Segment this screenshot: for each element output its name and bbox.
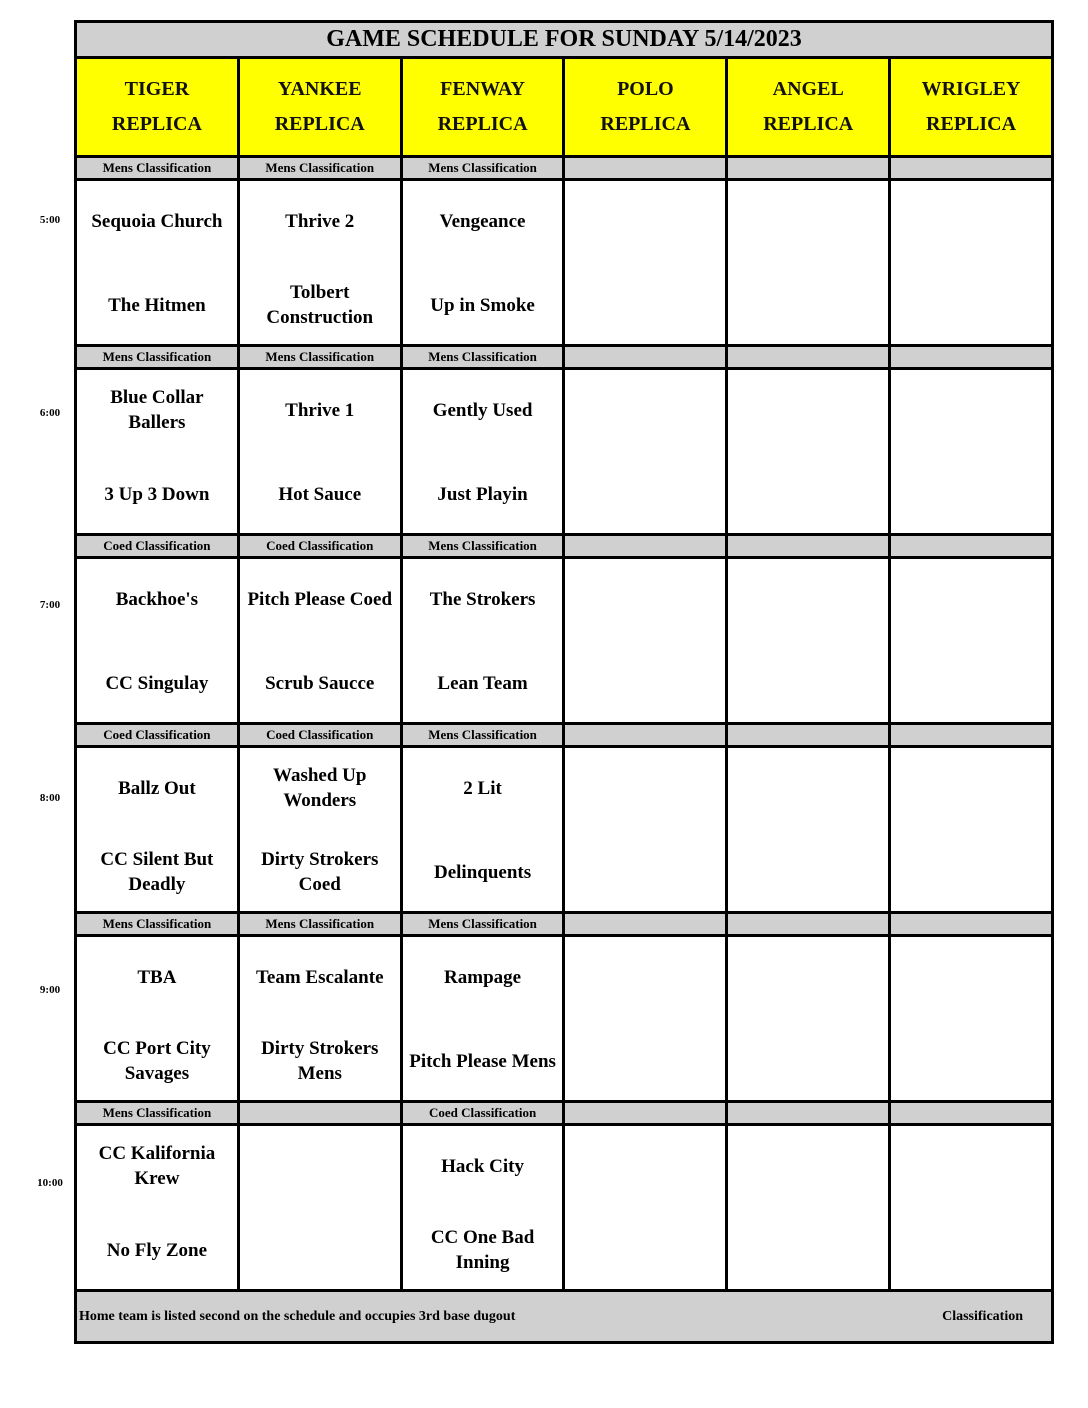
schedule-title: GAME SCHEDULE FOR SUNDAY 5/14/2023 bbox=[77, 23, 1051, 59]
classification-row bbox=[77, 725, 1051, 748]
home-team bbox=[565, 844, 725, 900]
away-team: TBA bbox=[137, 966, 177, 988]
game-cell bbox=[728, 937, 891, 1100]
away-team bbox=[565, 760, 725, 816]
home-team bbox=[728, 844, 888, 900]
game-row bbox=[77, 370, 1051, 536]
game-cell bbox=[891, 937, 1051, 1100]
away-team: Pitch Please Coed bbox=[247, 588, 393, 610]
field-header-row bbox=[77, 59, 1051, 158]
home-team: Up in Smoke bbox=[430, 294, 535, 316]
time-label: 9:00 bbox=[39, 984, 61, 996]
time-label: 8:00 bbox=[39, 791, 61, 804]
game-cell bbox=[728, 370, 891, 533]
away-team: Backhoe's bbox=[115, 588, 199, 610]
field-header bbox=[240, 59, 403, 155]
home-team: Just Playin bbox=[437, 483, 528, 505]
classification-cell bbox=[891, 725, 1051, 745]
classification-row bbox=[77, 347, 1051, 370]
away-team: Thrive 1 bbox=[285, 399, 355, 421]
away-team bbox=[728, 760, 888, 816]
home-team bbox=[891, 655, 1051, 711]
field-subtitle: REPLICA bbox=[111, 113, 202, 135]
away-team: Washed Up Wonders bbox=[273, 765, 367, 811]
home-team bbox=[565, 1033, 725, 1089]
game-cell bbox=[565, 559, 728, 722]
field-name: ANGEL bbox=[772, 78, 844, 100]
away-team: CC Kalifornia Krew bbox=[98, 1143, 216, 1189]
classification-cell: Mens Classification bbox=[77, 158, 240, 178]
home-team: Dirty Strokers Coed bbox=[261, 849, 379, 895]
away-team bbox=[565, 571, 725, 627]
home-team: CC One Bad Inning bbox=[430, 1227, 535, 1273]
away-team: The Strokers bbox=[429, 588, 536, 610]
home-team bbox=[728, 655, 888, 711]
home-team bbox=[240, 1222, 400, 1278]
home-team: Delinquents bbox=[434, 861, 532, 883]
home-team: Tolbert Construction bbox=[266, 282, 374, 328]
classification-cell bbox=[891, 914, 1051, 934]
away-team bbox=[565, 193, 725, 249]
classification-cell bbox=[565, 725, 728, 745]
away-team bbox=[891, 949, 1051, 1005]
home-team bbox=[565, 1222, 725, 1278]
home-team bbox=[891, 1222, 1051, 1278]
home-team bbox=[891, 277, 1051, 333]
game-cell bbox=[891, 181, 1051, 344]
classification-cell: Mens Classification bbox=[240, 347, 403, 367]
game-cell bbox=[240, 937, 403, 1100]
game-cell bbox=[77, 748, 240, 911]
field-header bbox=[728, 59, 891, 155]
away-team: Team Escalante bbox=[255, 966, 384, 988]
home-team bbox=[728, 1033, 888, 1089]
game-cell bbox=[240, 370, 403, 533]
footer-note: Home team is listed second on the schedule and occupies 3rd base dugout bbox=[79, 1308, 516, 1324]
away-team bbox=[728, 382, 888, 438]
home-team bbox=[728, 1222, 888, 1278]
classification-cell: Mens Classification bbox=[240, 914, 403, 934]
away-team bbox=[728, 949, 888, 1005]
classification-cell: Coed Classification bbox=[77, 725, 240, 745]
game-cell bbox=[728, 1126, 891, 1289]
away-team: Blue Collar Ballers bbox=[110, 387, 204, 433]
game-cell bbox=[403, 181, 566, 344]
home-team bbox=[565, 277, 725, 333]
classification-cell bbox=[565, 536, 728, 556]
home-team: The Hitmen bbox=[108, 294, 206, 316]
game-cell bbox=[565, 937, 728, 1100]
classification-cell bbox=[565, 914, 728, 934]
field-name: TIGER bbox=[124, 78, 190, 100]
classification-row bbox=[77, 536, 1051, 559]
game-cell bbox=[403, 559, 566, 722]
game-cell bbox=[77, 1126, 240, 1289]
game-cell bbox=[565, 370, 728, 533]
away-team: Sequoia Church bbox=[91, 210, 223, 232]
away-team bbox=[891, 382, 1051, 438]
field-header bbox=[891, 59, 1051, 155]
home-team: CC Port City Savages bbox=[103, 1038, 211, 1084]
away-team bbox=[891, 1138, 1051, 1194]
away-team bbox=[891, 571, 1051, 627]
field-subtitle: REPLICA bbox=[926, 113, 1017, 135]
classification-cell: Coed Classification bbox=[240, 536, 403, 556]
game-cell bbox=[891, 559, 1051, 722]
schedule-table bbox=[74, 20, 1054, 1344]
time-label: 6:00 bbox=[39, 406, 61, 419]
classification-cell bbox=[728, 347, 891, 367]
classification-row bbox=[77, 158, 1051, 181]
classification-cell: Mens Classification bbox=[403, 536, 566, 556]
game-cell bbox=[77, 181, 240, 344]
game-cell bbox=[403, 937, 566, 1100]
classification-cell bbox=[728, 725, 891, 745]
classification-row bbox=[77, 914, 1051, 937]
game-cell bbox=[728, 559, 891, 722]
home-team: Dirty Strokers Mens bbox=[261, 1038, 379, 1084]
away-team: Vengeance bbox=[439, 210, 526, 232]
home-team: Hot Sauce bbox=[278, 483, 362, 505]
game-cell bbox=[240, 559, 403, 722]
classification-cell: Mens Classification bbox=[403, 725, 566, 745]
game-cell bbox=[728, 748, 891, 911]
classification-cell bbox=[891, 536, 1051, 556]
away-team bbox=[565, 1138, 725, 1194]
home-team bbox=[728, 277, 888, 333]
away-team: Rampage bbox=[444, 966, 522, 988]
game-cell bbox=[77, 559, 240, 722]
home-team bbox=[891, 466, 1051, 522]
away-team bbox=[891, 193, 1051, 249]
game-cell bbox=[565, 748, 728, 911]
classification-cell bbox=[565, 347, 728, 367]
classification-cell bbox=[565, 158, 728, 178]
game-cell bbox=[240, 1126, 403, 1289]
game-cell bbox=[891, 748, 1051, 911]
home-team: CC Singulay bbox=[105, 672, 209, 694]
home-team bbox=[565, 655, 725, 711]
home-team bbox=[891, 844, 1051, 900]
game-cell bbox=[403, 1126, 566, 1289]
away-team bbox=[728, 193, 888, 249]
classification-cell: Coed Classification bbox=[77, 536, 240, 556]
schedule-footer bbox=[77, 1292, 1051, 1341]
away-team: 2 Lit bbox=[463, 777, 502, 799]
classification-cell: Coed Classification bbox=[240, 725, 403, 745]
game-row bbox=[77, 748, 1051, 914]
field-subtitle: REPLICA bbox=[600, 113, 691, 135]
home-team: Pitch Please Mens bbox=[409, 1050, 556, 1072]
classification-cell: Mens Classification bbox=[77, 914, 240, 934]
game-cell bbox=[728, 181, 891, 344]
game-cell bbox=[565, 1126, 728, 1289]
away-team: Hack City bbox=[441, 1155, 524, 1177]
game-cell bbox=[891, 1126, 1051, 1289]
footer-classification: Classification bbox=[942, 1308, 1023, 1324]
classification-cell: Mens Classification bbox=[403, 347, 566, 367]
game-cell bbox=[240, 748, 403, 911]
away-team: Ballz Out bbox=[118, 777, 196, 799]
game-cell bbox=[77, 937, 240, 1100]
field-subtitle: REPLICA bbox=[274, 113, 365, 135]
classification-cell bbox=[891, 158, 1051, 178]
game-row bbox=[77, 1126, 1051, 1292]
classification-cell bbox=[565, 1103, 728, 1123]
home-team: Scrub Saucce bbox=[265, 672, 375, 694]
classification-cell: Mens Classification bbox=[403, 914, 566, 934]
game-row bbox=[77, 937, 1051, 1103]
classification-cell bbox=[891, 1103, 1051, 1123]
classification-cell: Coed Classification bbox=[403, 1103, 566, 1123]
game-cell bbox=[240, 181, 403, 344]
classification-cell bbox=[728, 158, 891, 178]
field-name: YANKEE bbox=[277, 78, 362, 100]
field-name: POLO bbox=[617, 78, 674, 100]
away-team bbox=[891, 760, 1051, 816]
field-name: FENWAY bbox=[440, 78, 525, 100]
time-label: 5:00 bbox=[39, 214, 61, 226]
classification-cell bbox=[891, 347, 1051, 367]
classification-cell bbox=[728, 914, 891, 934]
field-header bbox=[403, 59, 566, 155]
classification-cell: Mens Classification bbox=[403, 158, 566, 178]
game-cell bbox=[77, 370, 240, 533]
classification-cell bbox=[728, 1103, 891, 1123]
field-name: WRIGLEY bbox=[921, 78, 1021, 100]
game-row bbox=[77, 559, 1051, 725]
home-team: No Fly Zone bbox=[106, 1239, 208, 1261]
home-team: 3 Up 3 Down bbox=[104, 483, 210, 505]
classification-cell: Mens Classification bbox=[77, 1103, 240, 1123]
field-subtitle: REPLICA bbox=[763, 113, 854, 135]
classification-cell bbox=[728, 536, 891, 556]
home-team bbox=[565, 466, 725, 522]
home-team bbox=[891, 1033, 1051, 1089]
field-subtitle: REPLICA bbox=[437, 113, 528, 135]
home-team bbox=[728, 466, 888, 522]
time-label: 7:00 bbox=[39, 599, 61, 611]
field-header bbox=[77, 59, 240, 155]
game-cell bbox=[565, 181, 728, 344]
game-row bbox=[77, 181, 1051, 347]
classification-cell bbox=[240, 1103, 403, 1123]
home-team: CC Silent But Deadly bbox=[100, 849, 214, 895]
game-cell bbox=[891, 370, 1051, 533]
away-team bbox=[728, 571, 888, 627]
time-label: 10:00 bbox=[37, 1176, 63, 1189]
home-team: Lean Team bbox=[437, 672, 528, 694]
classification-cell: Mens Classification bbox=[77, 347, 240, 367]
game-cell bbox=[403, 370, 566, 533]
away-team bbox=[565, 949, 725, 1005]
away-team: Gently Used bbox=[432, 399, 533, 421]
game-cell bbox=[403, 748, 566, 911]
away-team bbox=[728, 1138, 888, 1194]
away-team bbox=[565, 382, 725, 438]
classification-row bbox=[77, 1103, 1051, 1126]
away-team bbox=[240, 1138, 400, 1194]
time-column bbox=[0, 0, 74, 1408]
away-team: Thrive 2 bbox=[285, 210, 355, 232]
classification-cell: Mens Classification bbox=[240, 158, 403, 178]
field-header bbox=[565, 59, 728, 155]
